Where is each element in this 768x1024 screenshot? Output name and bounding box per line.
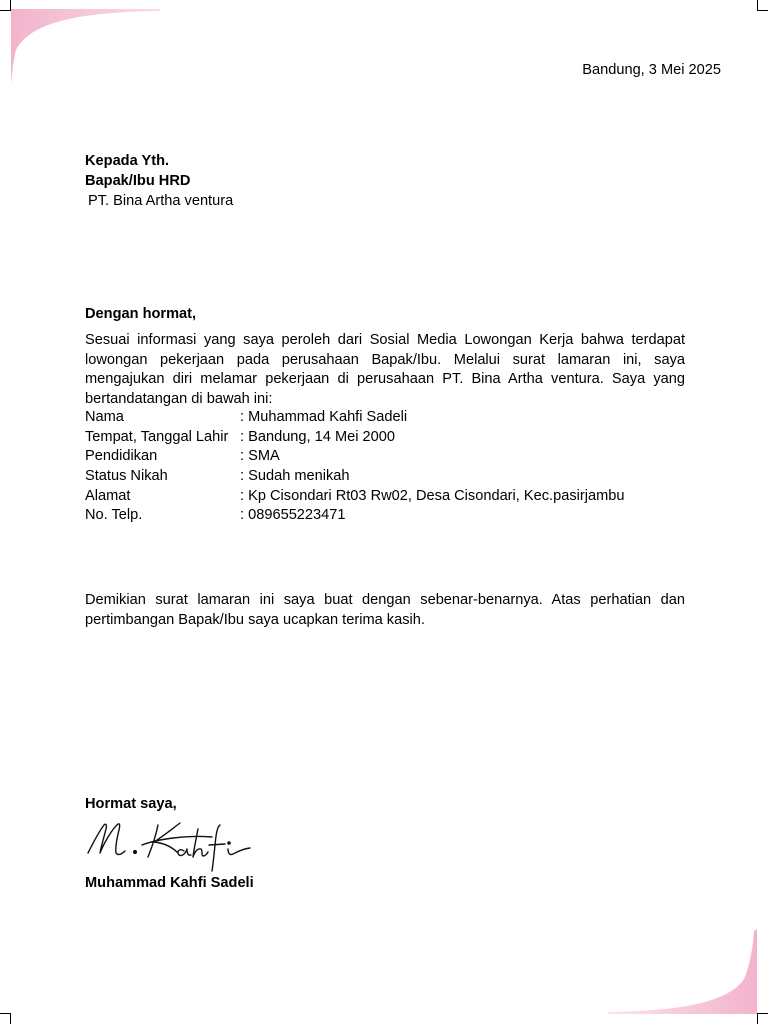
applicant-details-table [85, 409, 624, 527]
detail-row [85, 448, 624, 468]
recipient-block [85, 151, 233, 211]
handwritten-signature [82, 815, 267, 873]
detail-value: : Sudah menikah [240, 468, 350, 485]
crop-mark-bottom-left [0, 1013, 11, 1024]
detail-row [85, 429, 624, 449]
detail-row [85, 488, 624, 508]
letter-date: Bandung, 3 Mei 2025 [582, 62, 721, 78]
recipient-salutation: Kepada Yth. [85, 153, 170, 169]
detail-value: : 089655223471 [240, 507, 346, 524]
closing-phrase: Hormat saya, [85, 796, 177, 812]
closing-paragraph: Demikian surat lamaran ini saya buat dengan sebenar-benarnya. Atas perhatian dan pertimbangan Bapak/Ibu saya ucapkan terima kasih. [85, 592, 685, 628]
detail-row [85, 507, 624, 527]
pink-corner-decoration-bottom [598, 929, 768, 1024]
recipient-title: Bapak/Ibu HRD [85, 173, 191, 189]
detail-label: Status Nikah [85, 468, 168, 485]
detail-label: Pendidikan [85, 448, 158, 465]
opening-paragraph: Sesuai informasi yang saya peroleh dari Sosial Media Lowongan Kerja bahwa terdapat lowongan pekerjaan pada perusahaan Bapak/Ibu. Melalui surat lamaran ini, saya mengajukan diri melamar pekerjaan di perusahaan PT. Bina Artha ventura. Saya yang bertandatangan di bawah ini: [85, 332, 685, 407]
detail-value: : SMA [240, 448, 280, 465]
detail-value: : Bandung, 14 Mei 2000 [240, 428, 395, 445]
greeting: Dengan hormat, [85, 306, 197, 322]
detail-label: Tempat, Tanggal Lahir [85, 428, 229, 445]
detail-label: No. Telp. [85, 507, 143, 524]
pink-corner-decoration-top [0, 0, 170, 90]
signer-name: Muhammad Kahfi Sadeli [85, 875, 254, 891]
recipient-company: PT. Bina Artha ventura [88, 193, 234, 209]
detail-row [85, 468, 624, 488]
crop-mark-top-right [757, 0, 768, 11]
detail-label: Nama [85, 409, 124, 425]
detail-value: : Kp Cisondari Rt03 Rw02, Desa Cisondari, Kec.pasirjambu [240, 487, 625, 504]
detail-row [85, 409, 624, 429]
detail-value: : Muhammad Kahfi Sadeli [240, 409, 408, 425]
detail-label: Alamat [85, 487, 131, 504]
